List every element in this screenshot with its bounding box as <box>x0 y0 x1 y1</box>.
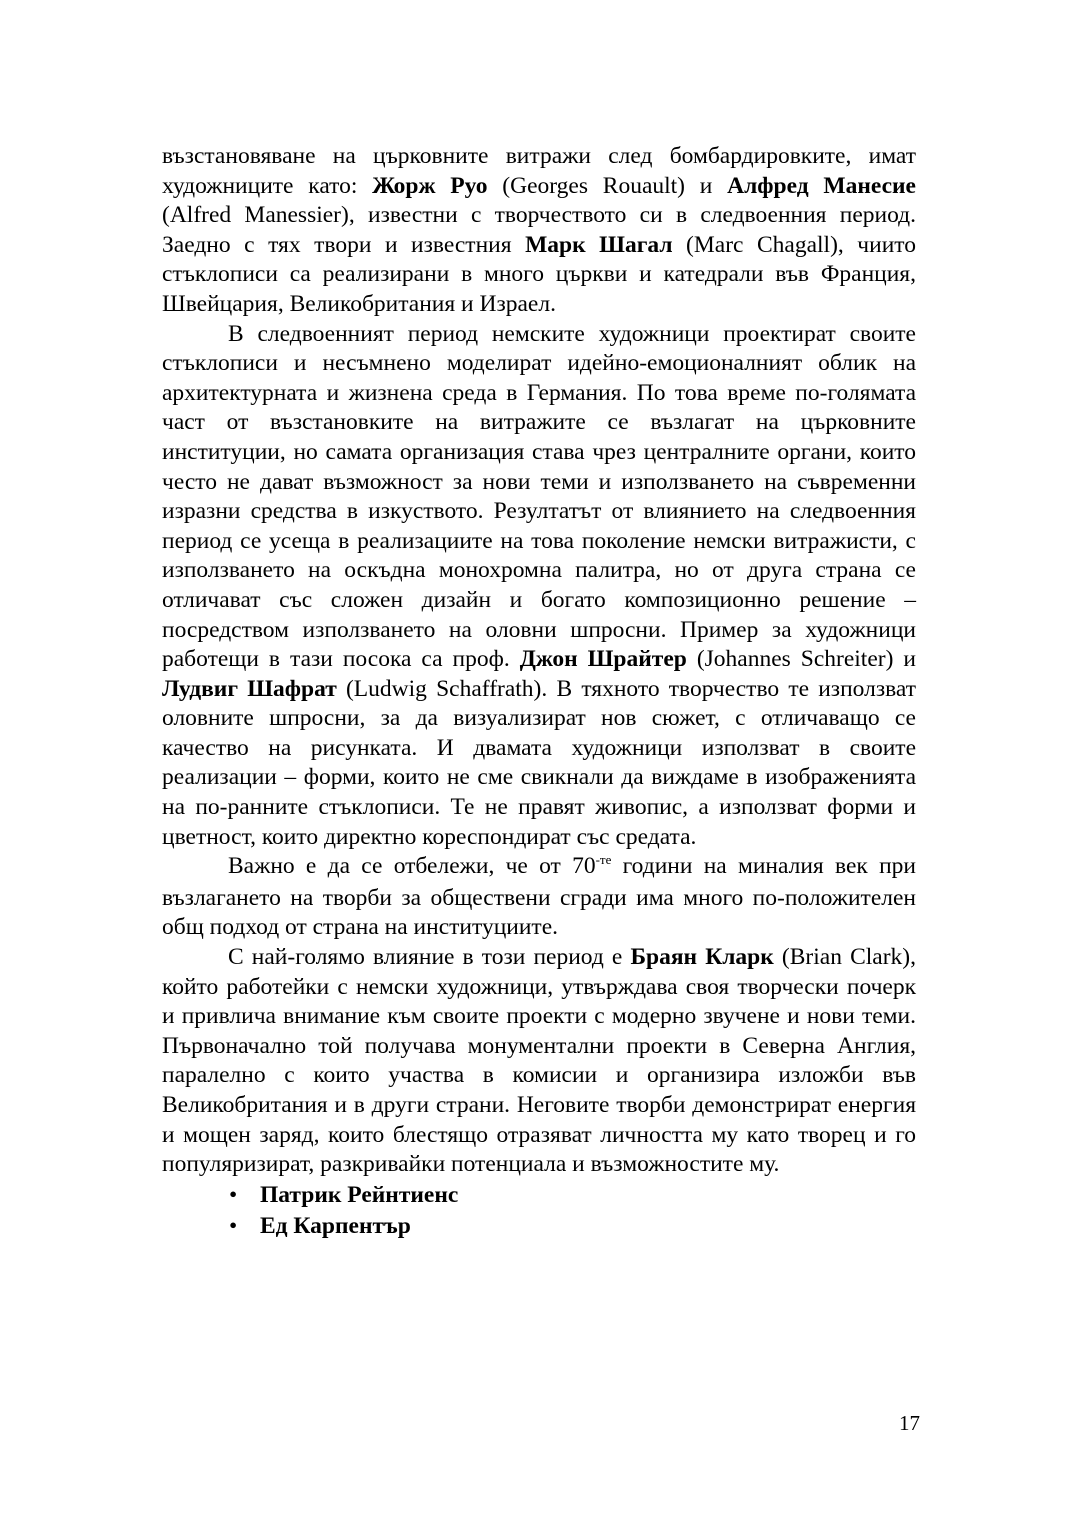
paragraph-1-text: (Alfred Manessier), известни с творчеството си в следвоенния период. Заедно с тях твори и известния <box>162 202 916 258</box>
paragraph-4 <box>162 943 916 1180</box>
bullet-list <box>162 1180 916 1242</box>
paragraph-4-text: (Brian Clark), който работейки с немски художници, утвърждава своя творчески почерк и привлича внимание към своите проекти с модерно звучене и нови теми. Първоначално той получава монументални проекти в Северна Англия, паралелно с които участва в комисии и организира изложби във Великобритания и в други страни. Неговите творби демонстрират енергия и мощен заряд, които блестящо отразяват личността му като творец и го популяризират, разкривайки потенциала и възможностите му. <box>162 944 916 1178</box>
paragraph-1-text: възстановяване на църковните витражи след бомбардировките, имат художниците като: <box>162 143 916 199</box>
paragraph-3 <box>162 852 916 943</box>
superscript-suffix: -те <box>595 852 612 868</box>
paragraph-2-text: В следвоенният период немските художници проектират своите стъклописи и несъмнено моделират идейно-емоционалният облик на архитектурната и жизнена среда в Германия. По това време по-голямата част от възстановките на витражите се възлагат на църковните институции, но самата организация става чрез централните органи, които често не дават възможност за нови теми и използването на съвременни изразни средства в изкуството. Резултатът от влиянието на следвоенния период се усеща в реализациите на това поколение немски витражисти, с използването на оскъдна монохромна палитра, но от друга страна се отличават със сложен дизайн и богато композиционно решение – посредством използването на оловни шпросни. Пример за художници работещи в тази посока са проф. <box>162 320 916 673</box>
name-ludwig-schaffrath: Лудвиг Шафрат <box>162 675 337 702</box>
list-item-label: Патрик Рейнтиенс <box>260 1181 459 1208</box>
bullet-icon: • <box>229 1212 238 1239</box>
name-marc-chagall: Марк Шагал <box>525 231 673 258</box>
paragraph-1 <box>162 142 916 320</box>
bullet-icon: • <box>229 1181 238 1208</box>
list-item <box>229 1211 916 1242</box>
paragraph-1-text: (Georges Rouault) и <box>487 172 728 199</box>
paragraph-2-text: (Johannes Schreiter) и <box>686 646 916 673</box>
paragraph-3-text: Важно е да се отбележи, че от 70 <box>228 853 596 880</box>
document-page-body <box>162 142 916 1242</box>
name-georges-rouault: Жорж Руо <box>372 172 488 199</box>
name-brian-clark: Браян Кларк <box>630 944 774 971</box>
paragraph-2-text: (Ludwig Schaffrath). В тяхното творчество те използват оловните шпросни, за да визуализират нов сюжет, с отличаващо се качество на рисунката. И двамата художници използват в своите реализации – форми, които не сме свикнали да виждаме в изображенията на по-ранните стъклописи. Те не правят живопис, а използват форми и цветност, които директно кореспондират със средата. <box>162 675 916 850</box>
name-alfred-manessier: Алфред Манесие <box>727 172 916 199</box>
list-item <box>229 1180 916 1211</box>
paragraph-1-text: (Marc Chagall), чиито стъклописи са реализирани в много църкви и катедрали във Франция, Швейцария, Великобритания и Израел. <box>162 231 916 317</box>
paragraph-4-text: С най-голямо влияние в този период е <box>228 944 631 971</box>
paragraph-2 <box>162 320 916 853</box>
name-johannes-schreiter: Джон Шрайтер <box>519 646 687 673</box>
page-number: 17 <box>899 1411 920 1435</box>
paragraph-3-text: години на миналия век при възлагането на творби за обществени сгради има много по-положителен общ подход от страна на институциите. <box>162 853 916 941</box>
list-item-label: Ед Карпентър <box>260 1212 411 1239</box>
